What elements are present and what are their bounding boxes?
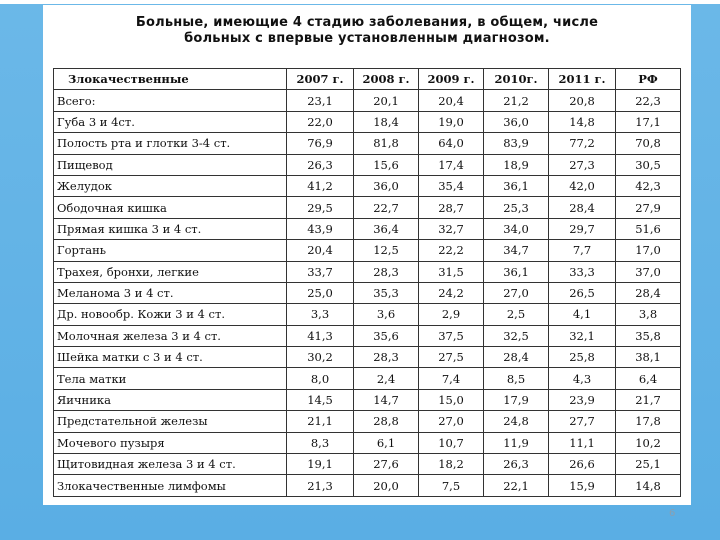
row-label-cell: Мочевого пузыря xyxy=(54,432,287,453)
value-cell: 34,7 xyxy=(484,240,549,261)
value-cell: 10,2 xyxy=(616,432,681,453)
top-band xyxy=(0,0,720,4)
value-cell: 4,3 xyxy=(549,368,616,389)
value-cell: 22,1 xyxy=(484,475,549,496)
value-cell: 22,0 xyxy=(287,111,354,132)
title-line-2: больных с впервые установленным диагнозом. xyxy=(184,31,550,46)
row-label-cell: Предстательной железы xyxy=(54,411,287,432)
value-cell: 4,1 xyxy=(549,304,616,325)
table-row xyxy=(54,133,681,154)
table-row xyxy=(54,432,681,453)
table-row xyxy=(54,90,681,111)
scanned-document xyxy=(43,5,691,505)
row-label-cell: Шейка матки с 3 и 4 ст. xyxy=(54,347,287,368)
value-cell: 7,5 xyxy=(419,475,484,496)
value-cell: 36,1 xyxy=(484,175,549,196)
value-cell: 17,1 xyxy=(616,111,681,132)
value-cell: 8,5 xyxy=(484,368,549,389)
table-row xyxy=(54,261,681,282)
value-cell: 2,4 xyxy=(354,368,419,389)
value-cell: 3,6 xyxy=(354,304,419,325)
value-cell: 26,6 xyxy=(549,454,616,475)
value-cell: 21,3 xyxy=(287,475,354,496)
value-cell: 28,3 xyxy=(354,261,419,282)
value-cell: 10,7 xyxy=(419,432,484,453)
value-cell: 29,7 xyxy=(549,218,616,239)
value-cell: 77,2 xyxy=(549,133,616,154)
row-label-cell: Гортань xyxy=(54,240,287,261)
row-label-cell: Всего: xyxy=(54,90,287,111)
value-cell: 43,9 xyxy=(287,218,354,239)
value-cell: 37,5 xyxy=(419,325,484,346)
table-row xyxy=(54,411,681,432)
value-cell: 6,1 xyxy=(354,432,419,453)
value-cell: 26,3 xyxy=(484,454,549,475)
table-row xyxy=(54,454,681,475)
value-cell: 8,0 xyxy=(287,368,354,389)
value-cell: 11,1 xyxy=(549,432,616,453)
table-row xyxy=(54,240,681,261)
value-cell: 28,8 xyxy=(354,411,419,432)
value-cell: 32,1 xyxy=(549,325,616,346)
value-cell: 27,0 xyxy=(484,282,549,303)
value-cell: 36,4 xyxy=(354,218,419,239)
value-cell: 42,3 xyxy=(616,175,681,196)
value-cell: 28,4 xyxy=(484,347,549,368)
row-label-cell: Трахея, бронхи, легкие xyxy=(54,261,287,282)
value-cell: 41,2 xyxy=(287,175,354,196)
value-cell: 2,5 xyxy=(484,304,549,325)
statistics-table xyxy=(53,68,681,497)
page-number: 6 xyxy=(669,508,676,519)
table-row xyxy=(54,304,681,325)
value-cell: 21,2 xyxy=(484,90,549,111)
value-cell: 25,0 xyxy=(287,282,354,303)
value-cell: 36,0 xyxy=(354,175,419,196)
row-label-cell: Желудок xyxy=(54,175,287,196)
value-cell: 32,5 xyxy=(484,325,549,346)
value-cell: 12,5 xyxy=(354,240,419,261)
value-cell: 23,9 xyxy=(549,389,616,410)
value-cell: 15,6 xyxy=(354,154,419,175)
table-row xyxy=(54,475,681,496)
value-cell: 27,0 xyxy=(419,411,484,432)
table-row xyxy=(54,154,681,175)
value-cell: 19,1 xyxy=(287,454,354,475)
table-row xyxy=(54,197,681,218)
value-cell: 28,4 xyxy=(616,282,681,303)
value-cell: 24,2 xyxy=(419,282,484,303)
row-label-cell: Злокачественные лимфомы xyxy=(54,475,287,496)
row-label-cell: Прямая кишка 3 и 4 ст. xyxy=(54,218,287,239)
value-cell: 26,5 xyxy=(549,282,616,303)
value-cell: 20,1 xyxy=(354,90,419,111)
value-cell: 27,3 xyxy=(549,154,616,175)
value-cell: 36,1 xyxy=(484,261,549,282)
row-label-cell: Щитовидная железа 3 и 4 ст. xyxy=(54,454,287,475)
value-cell: 83,9 xyxy=(484,133,549,154)
value-cell: 81,8 xyxy=(354,133,419,154)
value-cell: 14,7 xyxy=(354,389,419,410)
value-cell: 42,0 xyxy=(549,175,616,196)
value-cell: 24,8 xyxy=(484,411,549,432)
value-cell: 27,6 xyxy=(354,454,419,475)
value-cell: 18,2 xyxy=(419,454,484,475)
value-cell: 7,7 xyxy=(549,240,616,261)
value-cell: 22,7 xyxy=(354,197,419,218)
value-cell: 70,8 xyxy=(616,133,681,154)
value-cell: 33,7 xyxy=(287,261,354,282)
value-cell: 21,7 xyxy=(616,389,681,410)
value-cell: 14,8 xyxy=(549,111,616,132)
value-cell: 17,8 xyxy=(616,411,681,432)
value-cell: 31,5 xyxy=(419,261,484,282)
table-header-row xyxy=(54,69,681,90)
value-cell: 27,5 xyxy=(419,347,484,368)
value-cell: 3,3 xyxy=(287,304,354,325)
column-header: Злокачественные xyxy=(54,69,287,90)
value-cell: 6,4 xyxy=(616,368,681,389)
value-cell: 29,5 xyxy=(287,197,354,218)
value-cell: 51,6 xyxy=(616,218,681,239)
table-row xyxy=(54,282,681,303)
column-header: 2007 г. xyxy=(287,69,354,90)
value-cell: 3,8 xyxy=(616,304,681,325)
value-cell: 27,7 xyxy=(549,411,616,432)
value-cell: 20,4 xyxy=(287,240,354,261)
value-cell: 35,8 xyxy=(616,325,681,346)
table-row xyxy=(54,218,681,239)
value-cell: 18,9 xyxy=(484,154,549,175)
table-row xyxy=(54,347,681,368)
column-header: 2010г. xyxy=(484,69,549,90)
row-label-cell: Губа 3 и 4ст. xyxy=(54,111,287,132)
row-label-cell: Тела матки xyxy=(54,368,287,389)
value-cell: 22,3 xyxy=(616,90,681,111)
value-cell: 18,4 xyxy=(354,111,419,132)
value-cell: 27,9 xyxy=(616,197,681,218)
value-cell: 11,9 xyxy=(484,432,549,453)
column-header: РФ xyxy=(616,69,681,90)
row-label-cell: Яичника xyxy=(54,389,287,410)
value-cell: 20,0 xyxy=(354,475,419,496)
value-cell: 32,7 xyxy=(419,218,484,239)
value-cell: 38,1 xyxy=(616,347,681,368)
title-line-1: Больные, имеющие 4 стадию заболевания, в общем, числе xyxy=(135,15,599,30)
value-cell: 64,0 xyxy=(419,133,484,154)
value-cell: 2,9 xyxy=(419,304,484,325)
document-title xyxy=(43,15,691,47)
row-label-cell: Меланома 3 и 4 ст. xyxy=(54,282,287,303)
value-cell: 25,1 xyxy=(616,454,681,475)
value-cell: 22,2 xyxy=(419,240,484,261)
value-cell: 35,3 xyxy=(354,282,419,303)
table-row xyxy=(54,111,681,132)
value-cell: 35,4 xyxy=(419,175,484,196)
column-header: 2008 г. xyxy=(354,69,419,90)
value-cell: 37,0 xyxy=(616,261,681,282)
value-cell: 14,5 xyxy=(287,389,354,410)
value-cell: 25,3 xyxy=(484,197,549,218)
value-cell: 20,4 xyxy=(419,90,484,111)
value-cell: 19,0 xyxy=(419,111,484,132)
value-cell: 28,7 xyxy=(419,197,484,218)
value-cell: 23,1 xyxy=(287,90,354,111)
value-cell: 30,2 xyxy=(287,347,354,368)
value-cell: 17,4 xyxy=(419,154,484,175)
value-cell: 26,3 xyxy=(287,154,354,175)
table-row xyxy=(54,325,681,346)
table-body xyxy=(54,90,681,496)
table-row xyxy=(54,389,681,410)
value-cell: 35,6 xyxy=(354,325,419,346)
value-cell: 28,3 xyxy=(354,347,419,368)
value-cell: 30,5 xyxy=(616,154,681,175)
row-label-cell: Полость рта и глотки 3-4 ст. xyxy=(54,133,287,154)
value-cell: 15,0 xyxy=(419,389,484,410)
value-cell: 20,8 xyxy=(549,90,616,111)
value-cell: 14,8 xyxy=(616,475,681,496)
row-label-cell: Молочная железа 3 и 4 ст. xyxy=(54,325,287,346)
value-cell: 25,8 xyxy=(549,347,616,368)
value-cell: 36,0 xyxy=(484,111,549,132)
value-cell: 17,9 xyxy=(484,389,549,410)
value-cell: 8,3 xyxy=(287,432,354,453)
value-cell: 21,1 xyxy=(287,411,354,432)
value-cell: 33,3 xyxy=(549,261,616,282)
value-cell: 76,9 xyxy=(287,133,354,154)
row-label-cell: Др. новообр. Кожи 3 и 4 ст. xyxy=(54,304,287,325)
value-cell: 17,0 xyxy=(616,240,681,261)
value-cell: 15,9 xyxy=(549,475,616,496)
value-cell: 28,4 xyxy=(549,197,616,218)
column-header: 2011 г. xyxy=(549,69,616,90)
value-cell: 7,4 xyxy=(419,368,484,389)
row-label-cell: Ободочная кишка xyxy=(54,197,287,218)
table-row xyxy=(54,175,681,196)
column-header: 2009 г. xyxy=(419,69,484,90)
value-cell: 34,0 xyxy=(484,218,549,239)
value-cell: 41,3 xyxy=(287,325,354,346)
row-label-cell: Пищевод xyxy=(54,154,287,175)
table-row xyxy=(54,368,681,389)
